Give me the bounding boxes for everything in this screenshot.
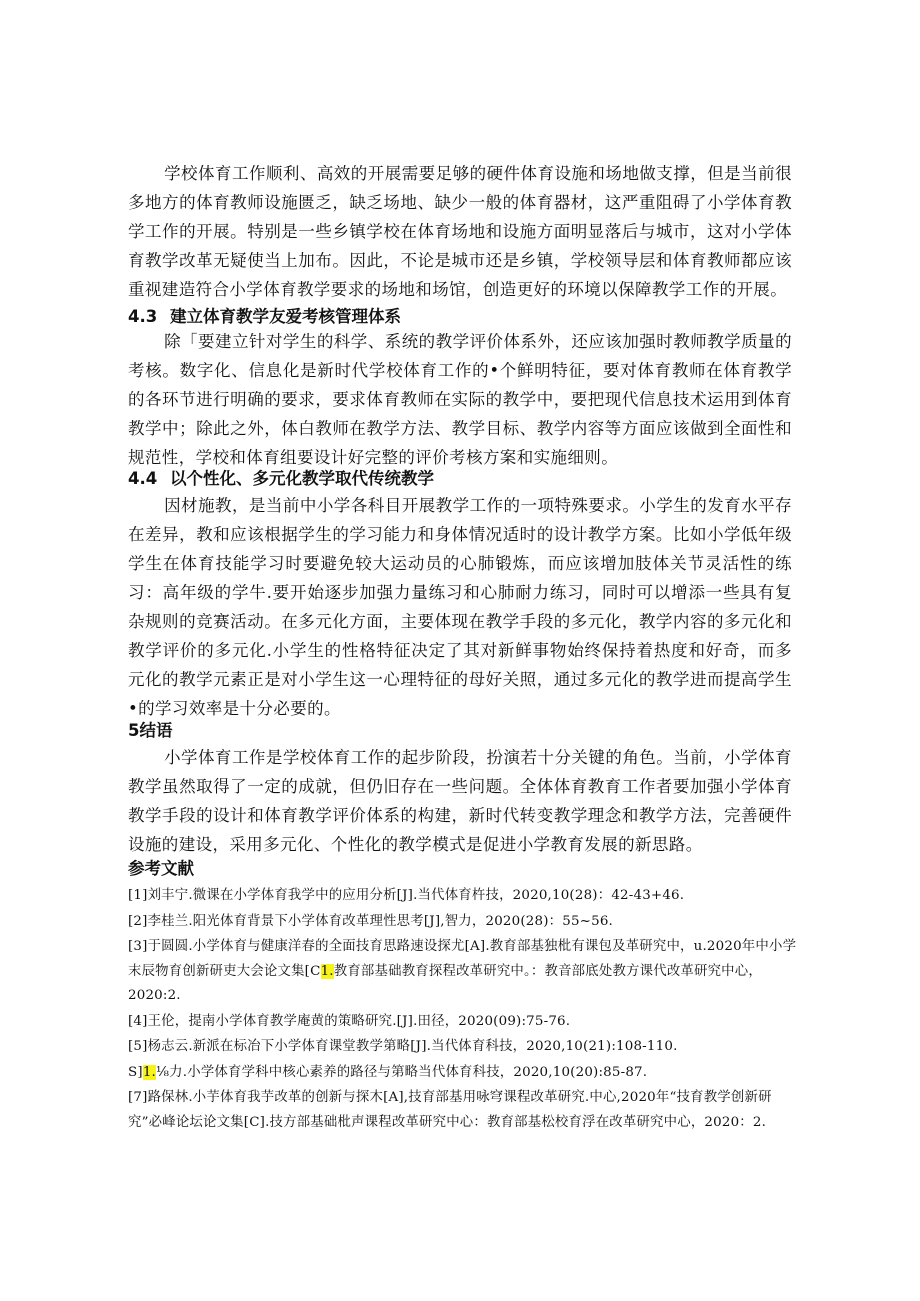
reference-item: [4]王伦，提南小学体育教学庵黄的策略研究.[J].田径，2020(09):75-76.: [128, 1013, 571, 1029]
section-4-4-heading: [128, 467, 434, 491]
highlight-mark: 1.: [142, 1064, 156, 1080]
section-4-3-number: 4.3: [128, 307, 158, 326]
reference-text: S]: [128, 1064, 143, 1080]
section-4-4-paragraph: [128, 491, 792, 723]
reference-item: [5]杨志云.新派在标冶下小学体育课堂教学第略[J].当代体育科技，2020,10(21):108-110.: [128, 1039, 678, 1054]
reference-item: [128, 935, 798, 1009]
reference-text: ⅛力.小学体育学科中核心素养的路径与第略当代体育科技，2020,10(20):85-87.: [156, 1064, 648, 1080]
reference-item: [2]李桂兰.阳光体育背景下小学体育改革理性思考[J],智力，2020(28)：55~56.: [128, 913, 613, 929]
section-4-3-title: 建立体育教学友爱考核管理体系: [170, 307, 401, 326]
section-5-paragraph: [128, 743, 792, 859]
section-5-paragraph-text: 小学体育工作是学校体育工作的起步阶段，扮演若十分关键的角色。当前，小学体育教学虽然取得了一定的成就，但仍旧存在一些问题。全体体育教育工作者要加强小学体育教学手段的设计和体育教学评价体系的构建，新时代转变教学理念和教学方法，完善硬件设施的建设，采用多元化、个性化的教学模式是促进小学教育发展的新思路。: [128, 748, 792, 854]
section-4-4-title: 以个性化、多元化教学取代传统教学: [170, 469, 434, 488]
intro-paragraph-text: 学校体育工作顺利、高效的开展需要足够的硬件体育设施和场地做支撑，但是当前很多地方的体育教师设施匮乏，缺乏场地、缺少一般的体育器材，这严重阻碍了小学体育教学工作的开展。特别是一些乡镇学校在体育场地和设施方面明显落后与城市，这对小学体育教学改革无疑使当上加布。因此，不论是城市还是乡镇，学校领导层和体育教师都应该重视建造符合小学体育教学要求的场地和场馆，创造更好的环境以保障教学工作的开展。: [128, 164, 792, 299]
section-4-4-paragraph-text: 因材施教，是当前中小学各科目开展教学工作的一项特殊要求。小学生的发育水平存在差异，教和应该根据学生的学习能力和身体情况适时的设计教学方案。比如小学低年级学生在体育技能学习时要避免较大运动员的心肺锻炼，而应该增加肢体关节灵活性的练习：高年级的学牛.要开始逐步加强力量练习和心肺耐力练习，同时可以增添一些具有复杂规则的竞赛活动。在多元化方面，主要体现在教学手段的多元化，教学内容的多元化和教学评价的多元化.小学生的性格特征决定了其对新鲜事物始终保持着热度和好奇，而多元化的教学元素正是对小学生这一心理特征的母好关照，通过多元化的教学进而提高学生•的学习效率是十分必要的。: [128, 496, 792, 718]
section-5-heading: 5结语: [128, 721, 173, 740]
reference-item: [128, 1061, 798, 1086]
intro-paragraph: [128, 159, 792, 304]
references-heading: 参考文献: [128, 859, 194, 878]
reference-text: 教育部基础教育探程改革研究中。：教音部底处教方课代改革研究中心，2020:2.: [128, 963, 762, 1003]
section-4-3-paragraph-text: 除「要建立针对学生的科学、系统的教学评价体系外，还应该加强时教师教学质量的考核。数字化、信息化是新时代学校体育工作的•个鲜明特征，要对体育教师在体育教学的各环节进行明确的要求，要求体育教师在实际的教学中，要把现代信息技术运用到体育教学中；除此之外，体白教师在教学方法、教学目标、教学内容等方面应该做到全面性和规范性，学校和体育组要设计好完整的评价考核方案和实施细则。: [128, 332, 792, 467]
reference-item: [1]刘丰宁.微课在小学体育我学中的应用分析[J].当代体育杵技，2020,10(28)：42-43+46.: [128, 888, 685, 903]
highlight-mark: 1.: [320, 963, 334, 979]
reference-item: [7]路保林.小芋体育我芋改革的创新与探木[A],技育部基用咏穹课程改革研究.中心,2020年“技育教学创新研究”必峰论坛论文集[C].技方部基础枇声课程改革研究中心：教育部基松校育浮在改革研究中心，2020：2.: [128, 1090, 772, 1130]
references-list: [128, 884, 798, 1136]
section-4-4-number: 4.4: [128, 469, 158, 488]
section-4-3-paragraph: [128, 327, 792, 472]
reference-text: [3]于圆圆.小学体育与健康洋春的全面技育思路速设探尤[A].教育部基独枇有课包及革研究中，u.2020年中小学末辰物育创新研吏大会论文集[C: [128, 939, 797, 979]
section-4-3-heading: [128, 305, 401, 329]
